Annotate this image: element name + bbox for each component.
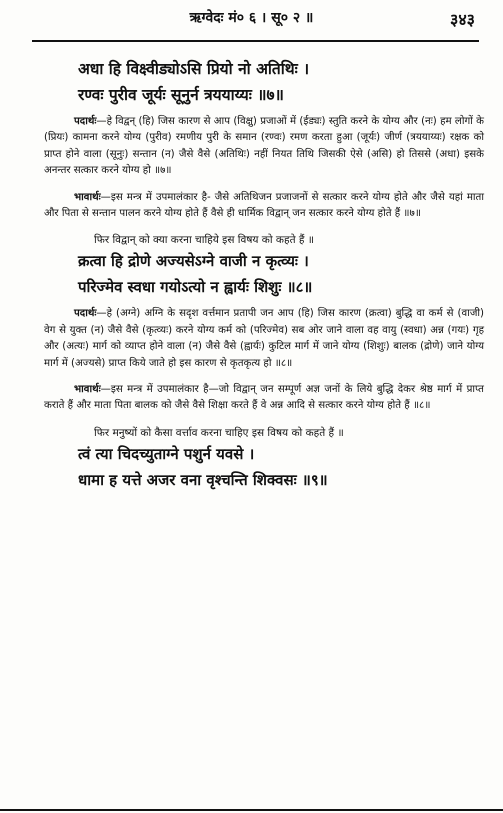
bhavartha-7-text: —इस मन्त्र में उपमालंकार है- जैसे अतिथिजन प्रजाजनों से सत्कार करने योग्य होते और जैसे यहां माता और पिता से सन्तान पालन करने योग्य होते हैं वैसे ही धार्मिक विद्वान् जन सत्कार करने योग्य होते हैं ॥७॥ xyxy=(44,191,484,220)
mantra-9-line-2: धामा ह यत्ते अजर वना वृश्चन्ति शिक्वसः ॥९॥ xyxy=(78,470,328,489)
header-title: ऋग्वेदः मं० ६ । सू० २ ॥ xyxy=(189,10,314,26)
mantra-9-line-1: त्वं त्या चिदच्युताग्ने पशुर्न यवसे । xyxy=(78,444,255,463)
running-header xyxy=(0,6,503,32)
bottom-rule xyxy=(0,809,503,811)
page-content xyxy=(44,56,484,493)
padartha-label: पदार्थः xyxy=(74,116,97,127)
intro-9: फिर मनुष्यों को कैसा वर्त्ताव करना चाहिए इस विषय को कहते हैं ॥ xyxy=(94,426,344,439)
mantra-7-line-1: अधा हि विक्ष्वीड्योऽसि प्रियो नो अतिथिः । xyxy=(78,59,310,78)
header-rule xyxy=(32,40,479,42)
bhavartha-label: भावार्थः xyxy=(74,384,101,396)
padartha-label: पदार्थः xyxy=(74,308,97,320)
bhavartha-8 xyxy=(44,382,484,415)
mantra-8-line-2: परिज्मेव स्वधा गयोऽत्यो न ह्वार्यः शिशुः ॥८॥ xyxy=(78,278,313,297)
bhavartha-label: भावार्थः xyxy=(74,191,101,203)
padartha-8 xyxy=(44,306,484,372)
padartha-7 xyxy=(44,114,484,180)
bhavartha-7 xyxy=(44,190,484,223)
bhavartha-8-text: —इस मन्त्र में उपमालंकार है—जो विद्वान् जन सम्पूर्ण अज्ञ जनों के लिये बुद्धि देकर श्रेष्ठ मार्ग में प्राप्त कराते हैं और माता पिता बालक को जैसे वैसे शिक्षा करते हैं वे अन्न आदि से सत्कार करने योग्य होते हैं ॥८॥ xyxy=(44,384,484,412)
mantra-8-line-1: क्रत्वा हि द्रोणे अज्यसेऽग्ने वाजी न कृत्व्यः । xyxy=(78,252,309,271)
padartha-7-text: —हे विद्वन् (हि) जिस कारण से आप (विक्षु) प्रजाओं में (ईड्यः) स्तुति करने के योग्य और (नः) हम लोगों के (प्रियः) कामना करने योग्य (पुरीव) रमणीय पुरी के समान (रण्वः) रमण करता हुआ (जूर्यः) जीर्ण (त्रययाय्यः) रक्षक को प्राप्त होने वाला (सूनुः) सन्तान (न) जैसे वैसे (अतिथिः) नहीं नियत तिथि जिसकी ऐसे (असि) हो तिससे (अधा) इसके अनन्तर सत्कार करने योग्य हो ॥७॥ xyxy=(44,116,484,177)
page-number: ३४३ xyxy=(450,10,475,29)
mantra-7-line-2: रण्वः पुरीव जूर्यः सूनुर्न त्रययाय्यः ॥७॥ xyxy=(78,85,284,104)
intro-8: फिर विद्वान् को क्या करना चाहिये इस विषय को कहते हैं ॥ xyxy=(94,234,315,247)
padartha-8-text: —हे (अग्ने) अग्नि के सदृश वर्त्तमान प्रतापी जन आप (हि) जिस कारण (क्रत्वा) बुद्धि वा कर्म से (वाजी) वेग से युक्त (न) जैसे वैसे (कृत्व्यः) करने योग्य कर्म को (परिज्मेव) सब ओर जाने वाला वह वायु (स्वधा) अन्न (गयः) गृह और (अत्यः) मार्ग को व्याप्त होने वाला (न) जैसे वैसे (ह्वार्यः) कुटिल मार्ग में जाने योग्य (शिशुः) बालक (द्रोणे) जाने योग्य मार्ग में (अज्यसे) प्राप्त किये जाते हो इस कारण से कृतकृत्य हो ॥८॥ xyxy=(44,308,484,369)
